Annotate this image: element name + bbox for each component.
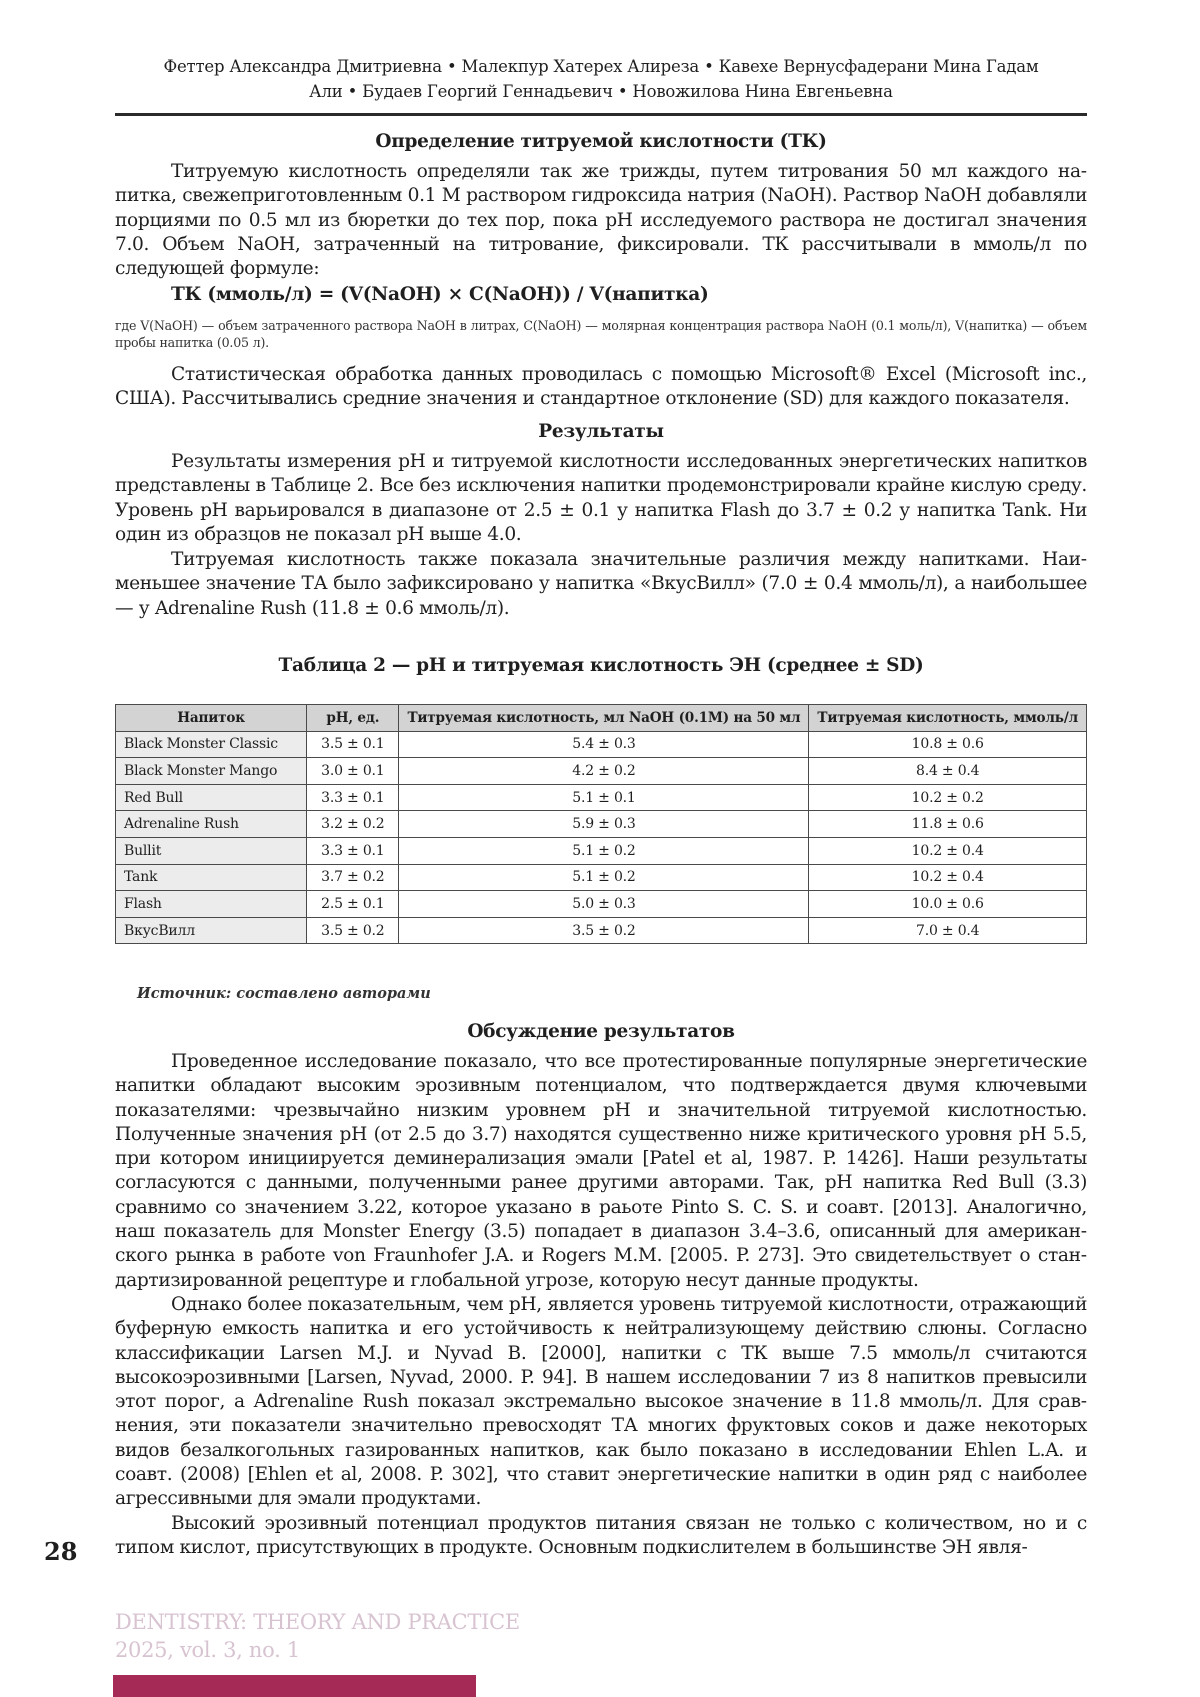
paragraph-statistics: Статистическая обработка данных проводилась с помощью Microsoft® Excel (Microsoft inc., США). Рассчитывались средние значения и стандартное отклонение (SD) для каждого показателя. [115, 364, 1087, 410]
table-source-note: Источник: составлено авторами [137, 985, 431, 1002]
cell-ta-mmol: 10.8 ± 0.6 [809, 731, 1087, 758]
cell-ta-ml: 5.0 ± 0.3 [399, 891, 809, 918]
cell-drink: Red Bull [116, 784, 307, 811]
paragraph-discussion-2: Однако более показательным, чем pH, является уровень титруемой кислотности, отражающий буферную емкость напитка и его устойчивость к нейтрализующему действию слюны. Согласно классификации Larsen M.J. и Nyvad B. [2000], напитки с ТК выше 7.5 ммоль/л считаются высокоэрозивными [Larsen, Nyvad, 2000. P. 94]. В нашем исследовании 7 из 8 напитков превысили этот порог, а Adrenaline Rush показал экстремально высокое значение в 11.8 ммоль/л. Для сравнения, эти показатели значительно превосходят ТА многих фруктовых соков и даже некоторых видов безалкогольных газированных напитков, как было показано в исследовании Ehlen L.A. и соавт. (2008) [Ehlen et al, 2008. P. 302], что ставит энергетические напитки в один ряд с наиболее агрессивными для эмали продуктами. [115, 1294, 1087, 1510]
header-divider [115, 113, 1087, 116]
column-header-ta-ml: Титруемая кислотность, мл NaOH (0.1M) на 50 мл [399, 705, 809, 732]
cell-drink: Flash [116, 891, 307, 918]
table-row [116, 837, 1087, 864]
table-row [116, 731, 1087, 758]
footer-accent-bar [113, 1675, 476, 1697]
cell-ta-ml: 5.4 ± 0.3 [399, 731, 809, 758]
paragraph-tk-method: Титруемую кислотность определяли так же трижды, путем титрования 50 мл каждого напитка, свежеприготовленным 0.1 М раствором гидроксида натрия (NaOH). Раствор NaOH добавляли порциями по 0.5 мл из бюретки до тех пор, пока pH исследуемого раствора не достигал значения 7.0. Объем NaOH, затраченный на титрование, фиксировали. ТК рассчитывали в ммоль/л по следующей формуле: [115, 161, 1087, 280]
section-heading-titratable-acidity: Определение титруемой кислотности (ТК) [375, 131, 827, 152]
journal-footer [115, 1608, 520, 1664]
table-row [116, 891, 1087, 918]
cell-ta-mmol: 10.2 ± 0.4 [809, 837, 1087, 864]
paragraph-discussion-3: Высокий эрозивный потенциал продуктов питания связан не только с количеством, но и с типом кислот, присутствующих в продукте. Основным подкислителем в большинстве ЭН явля- [115, 1513, 1087, 1559]
paragraph-results-2: Титруемая кислотность также показала значительные различия между напитками. Наименьшее значение ТА было зафиксировано у напитка «ВкусВилл» (7.0 ± 0.4 ммоль/л), а наибольшее — у Adrenaline Rush (11.8 ± 0.6 ммоль/л). [115, 549, 1087, 619]
paragraph-discussion-1: Проведенное исследование показало, что все протестированные популярные энергетические напитки обладают высоким эрозивным потенциалом, что подтверждается двумя ключевыми показателями: чрезвычайно низким уровнем pH и значительной титруемой кислотностью. Полученные значения pH (от 2.5 до 3.7) находятся существенно ниже критического уровня pH 5.5, при котором инициируется деминерализация эмали [Patel et al, 1987. P. 1426]. Наши результаты согласуются с данными, полученными ранее другими авторами. Так, pH напитка Red Bull (3.3) сравнимо со значением 3.22, которое указано в раьоте Pinto S. C. S. и соавт. [2013]. Аналогично, наш показатель для Monster Energy (3.5) попадает в диапазон 3.4–3.6, описанный для американского рынка в работе von Fraunhofer J.A. и Rogers M.M. [2005. P. 273]. Это свидетельствует о стандартизированной рецептуре и глобальной угрозе, которую несут данные продукты. [115, 1051, 1087, 1291]
cell-drink: Bullit [116, 837, 307, 864]
cell-ph: 3.5 ± 0.2 [307, 917, 399, 944]
table-row [116, 917, 1087, 944]
formula-tk: ТК (ммоль/л) = (V(NaOH) × C(NaOH)) / V(напитка) [171, 284, 709, 305]
section-heading-results: Результаты [538, 421, 664, 442]
cell-ph: 3.3 ± 0.1 [307, 784, 399, 811]
column-header-ph: pH, ед. [307, 705, 399, 732]
cell-ta-mmol: 7.0 ± 0.4 [809, 917, 1087, 944]
cell-ph: 3.7 ± 0.2 [307, 864, 399, 891]
cell-ta-ml: 5.9 ± 0.3 [399, 811, 809, 838]
cell-ph: 2.5 ± 0.1 [307, 891, 399, 918]
cell-drink: Adrenaline Rush [116, 811, 307, 838]
cell-ta-ml: 3.5 ± 0.2 [399, 917, 809, 944]
cell-ph: 3.2 ± 0.2 [307, 811, 399, 838]
journal-issue: 2025, vol. 3, no. 1 [115, 1638, 300, 1662]
running-header-authors [115, 54, 1087, 104]
cell-drink: Tank [116, 864, 307, 891]
cell-ta-mmol: 8.4 ± 0.4 [809, 758, 1087, 785]
cell-ta-mmol: 10.2 ± 0.2 [809, 784, 1087, 811]
cell-ta-mmol: 10.0 ± 0.6 [809, 891, 1087, 918]
cell-ta-mmol: 11.8 ± 0.6 [809, 811, 1087, 838]
cell-ph: 3.5 ± 0.1 [307, 731, 399, 758]
cell-drink: ВкусВилл [116, 917, 307, 944]
table-caption: Таблица 2 — pH и титруемая кислотность ЭН (среднее ± SD) [278, 655, 924, 676]
column-header-ta-mmol: Титруемая кислотность, ммоль/л [809, 705, 1087, 732]
table-row [116, 758, 1087, 785]
cell-ta-ml: 4.2 ± 0.2 [399, 758, 809, 785]
cell-ta-mmol: 10.2 ± 0.4 [809, 864, 1087, 891]
authors-line-2: Али • Будаев Георгий Геннадьевич • Новожилова Нина Евгеньевна [309, 82, 893, 101]
table-row [116, 811, 1087, 838]
journal-name: DENTISTRY: THEORY AND PRACTICE [115, 1610, 520, 1634]
table-row [116, 784, 1087, 811]
cell-ta-ml: 5.1 ± 0.2 [399, 837, 809, 864]
paragraph-results-1: Результаты измерения pH и титруемой кислотности исследованных энергетических напитков представлены в Таблице 2. Все без исключения напитки продемонстрировали крайне кислую среду. Уровень pH варьировался в диапазоне от 2.5 ± 0.1 у напитка Flash до 3.7 ± 0.2 у напитка Tank. Ни один из образцов не показал pH выше 4.0. [115, 451, 1087, 545]
cell-drink: Black Monster Mango [116, 758, 307, 785]
results-table [115, 704, 1087, 944]
authors-line-1: Феттер Александра Дмитриевна • Малекпур Хатерех Алиреза • Кавехе Вернусфадерани Мина Гадам [163, 57, 1039, 76]
formula-note: где V(NaOH) — объем затраченного раствора NaOH в литрах, C(NaOH) — молярная концентрация раствора NaOH (0.1 моль/л), V(напитка) — объем пробы напитка (0.05 л). [115, 318, 1087, 350]
table-row [116, 864, 1087, 891]
cell-ta-ml: 5.1 ± 0.2 [399, 864, 809, 891]
cell-ta-ml: 5.1 ± 0.1 [399, 784, 809, 811]
section-heading-discussion: Обсуждение результатов [467, 1021, 735, 1042]
column-header-drink: Напиток [116, 705, 307, 732]
cell-ph: 3.3 ± 0.1 [307, 837, 399, 864]
cell-ph: 3.0 ± 0.1 [307, 758, 399, 785]
table-header-row [116, 705, 1087, 732]
cell-drink: Black Monster Classic [116, 731, 307, 758]
page-number: 28 [44, 1537, 78, 1566]
